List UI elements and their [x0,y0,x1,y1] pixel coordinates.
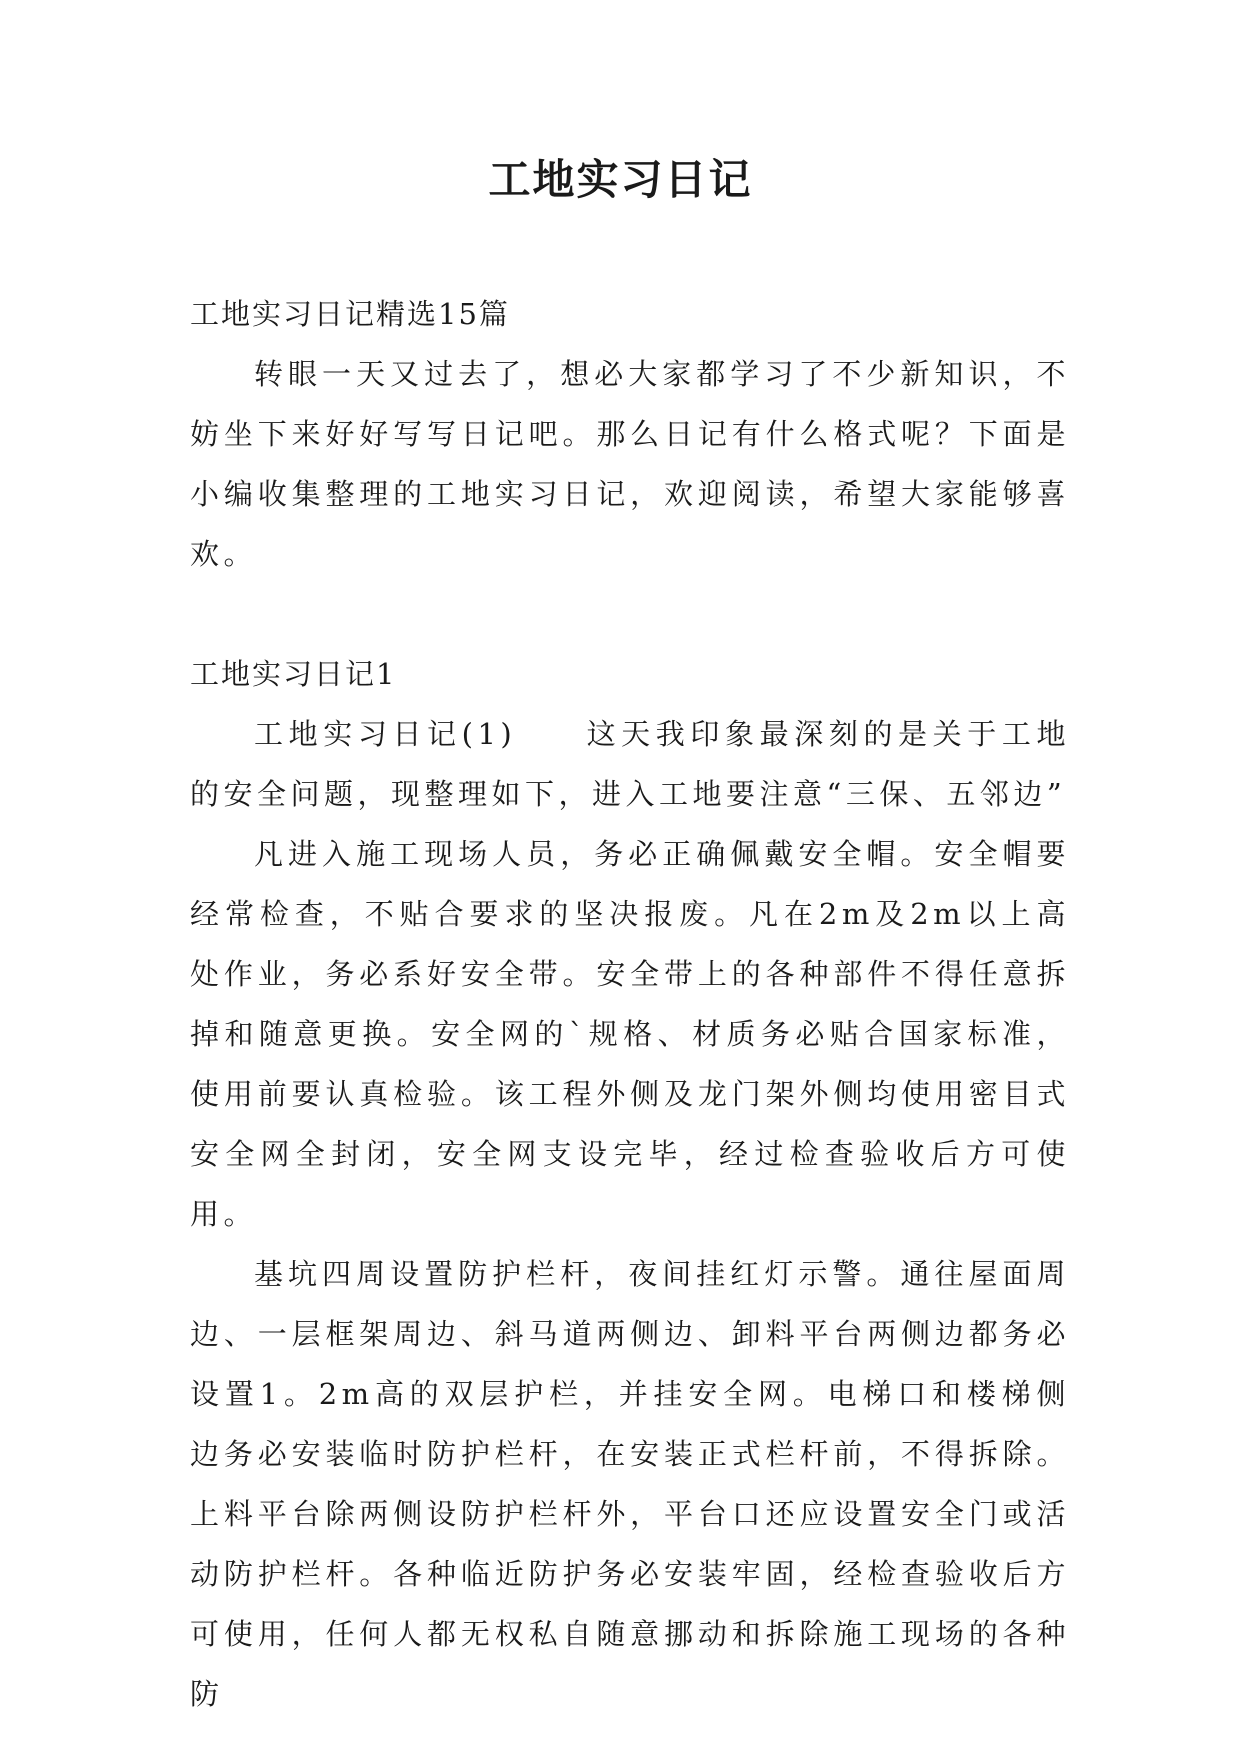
paragraph-spacer [190,584,1070,644]
body-paragraph: 凡进入施工现场人员，务必正确佩戴安全帽。安全帽要经常检查，不贴合要求的坚决报废。凡在2m及2m以上高处作业，务必系好安全带。安全带上的各种部件不得任意拆掉和随意更换。安全网的`规格、材质务必贴合国家标准，使用前要认真检验。该工程外侧及龙门架外侧均使用密目式安全网全封闭，安全网支设完毕，经过检查验收后方可使用。 [190,837,1070,1231]
body-paragraph: 工地实习日记(1) 这天我印象最深刻的是关于工地的安全问题，现整理如下，进入工地要注意“三保、五邻边” [190,717,1070,811]
document-title: 工地实习日记 [488,155,753,204]
document-subtitle: 工地实习日记精选15篇 [190,297,510,331]
body-paragraph: 基坑四周设置防护栏杆，夜间挂红灯示警。通往屋面周边、一层框架周边、斜马道两侧边、卸料平台两侧边都务必设置1。2m高的双层护栏，并挂安全网。电梯口和楼梯侧边务必安装临时防护栏杆，在安装正式栏杆前，不得拆除。上料平台除两侧设防护栏杆外，平台口还应设置安全门或活动防护栏杆。各种临近防护务必安装牢固，经检查验收后方可使用，任何人都无权私自随意挪动和拆除施工现场的各种防 [190,1257,1070,1711]
intro-paragraph: 转眼一天又过去了，想必大家都学习了不少新知识，不妨坐下来好好写写日记吧。那么日记有什么格式呢？下面是小编收集整理的工地实习日记，欢迎阅读，希望大家能够喜欢。 [190,357,1070,571]
document-body [190,284,1070,1724]
section-heading: 工地实习日记1 [190,657,397,691]
